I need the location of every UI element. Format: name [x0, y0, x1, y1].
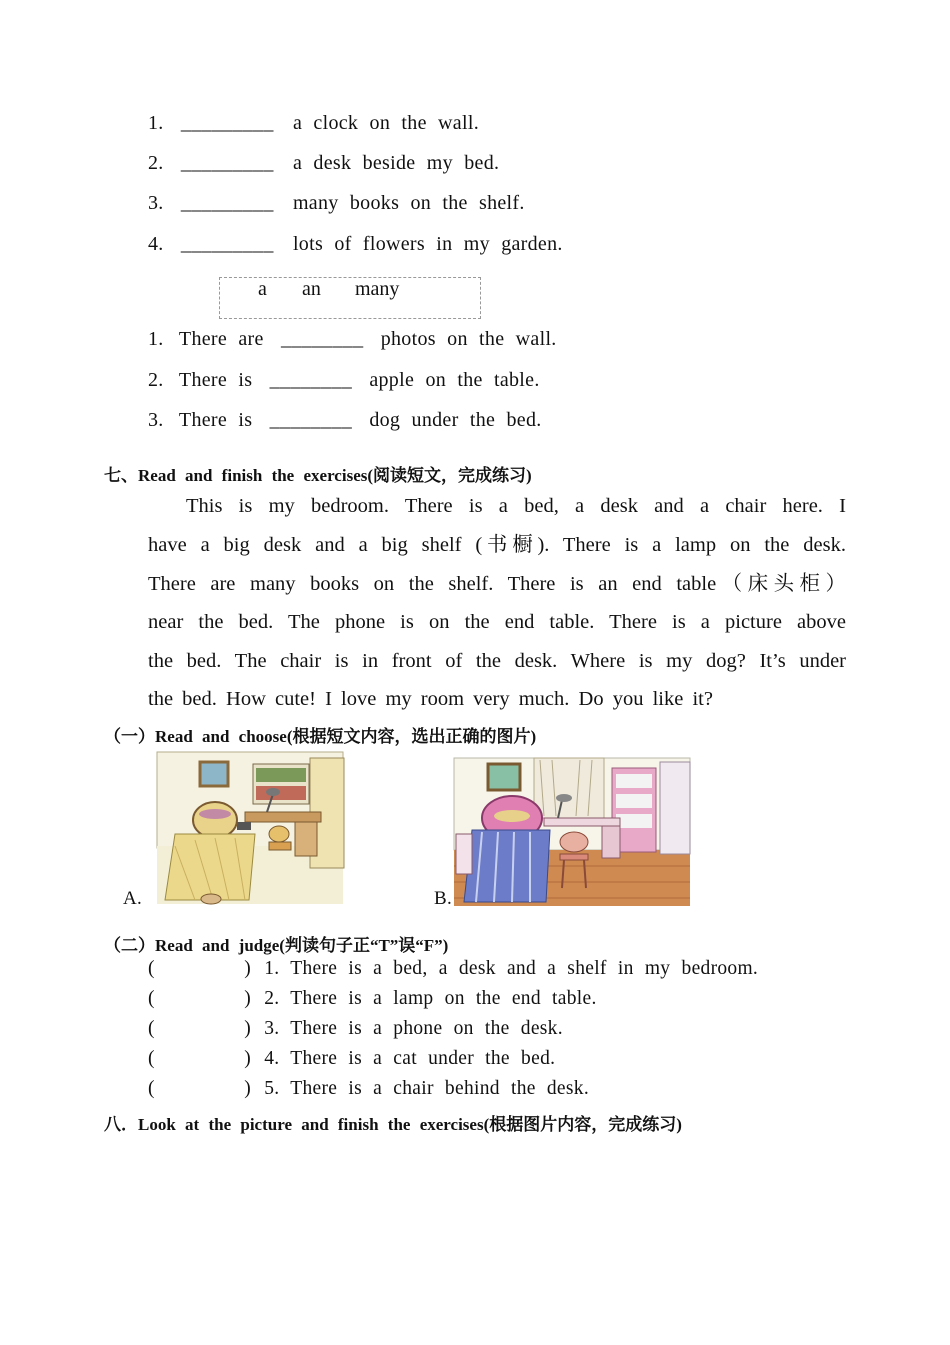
answer-parenthesis[interactable]: ( )	[148, 988, 251, 1009]
judge-text: 1. There is a bed, a desk and a shelf in my bedroom.	[264, 958, 759, 979]
passage-line-3: There are many books on the shelf. There is an end table（床头柜）	[148, 573, 846, 595]
exercise-b-item-2	[148, 369, 540, 392]
word-option: many	[355, 278, 400, 300]
item-text: apple on the table.	[369, 369, 540, 391]
section-8-title: 八．Look at the picture and finish the exercises(根据图片内容，完成练习)	[104, 1115, 682, 1134]
item-text: many books on the shelf.	[292, 192, 525, 214]
judge-text: 5. There is a chair behind the desk.	[264, 1078, 589, 1099]
judge-text: 3. There is a phone on the desk.	[264, 1018, 563, 1039]
item-text: photos on the wall.	[380, 328, 557, 350]
item-number: 3.	[148, 409, 164, 431]
judge-item-4	[148, 1048, 555, 1070]
answer-blank[interactable]: ________	[269, 409, 353, 431]
section-7-title: 七、Read and finish the exercises(阅读短文，完成练习)	[104, 466, 532, 485]
answer-blank[interactable]: ________	[269, 369, 353, 391]
part-2-title: （二）Read and judge(判读句子正“T”误“F”)	[104, 936, 449, 955]
item-number: 2.	[148, 152, 164, 174]
answer-blank[interactable]: _________	[180, 112, 274, 134]
option-b-label: B.	[434, 888, 453, 909]
exercise-a-item-2	[148, 152, 499, 175]
answer-parenthesis[interactable]: ( )	[148, 1048, 251, 1069]
option-a-label: A.	[123, 888, 143, 909]
exercise-b-item-3	[148, 409, 542, 432]
judge-item-3	[148, 1018, 563, 1040]
passage-line-6: the bed. How cute! I love my room very much. Do you like it?	[148, 688, 713, 710]
judge-item-1	[148, 958, 758, 980]
bedroom-picture-b[interactable]	[452, 756, 692, 906]
answer-blank[interactable]: ________	[280, 328, 364, 350]
item-number: 2.	[148, 369, 164, 391]
answer-parenthesis[interactable]: ( )	[148, 1078, 251, 1099]
passage-line-4: near the bed. The phone is on the end table. There is a picture above	[148, 611, 846, 633]
word-option: a	[258, 278, 267, 300]
answer-blank[interactable]: _________	[180, 192, 274, 214]
exercise-a-item-1	[148, 112, 479, 135]
exercise-b-item-1	[148, 328, 557, 351]
item-number: 1.	[148, 328, 164, 350]
passage-line-5: the bed. The chair is in front of the desk. Where is my dog? It’s under	[148, 650, 846, 672]
item-text: a desk beside my bed.	[292, 152, 500, 174]
word-box	[219, 277, 481, 319]
bedroom-picture-a[interactable]	[155, 750, 347, 906]
exercise-a-item-4	[148, 233, 563, 256]
item-number: 1.	[148, 112, 164, 134]
item-number: 3.	[148, 192, 164, 214]
judge-item-2	[148, 988, 597, 1010]
judge-text: 2. There is a lamp on the end table.	[264, 988, 597, 1009]
item-number: 4.	[148, 233, 164, 255]
item-text: There are	[178, 328, 264, 350]
answer-blank[interactable]: _________	[180, 152, 274, 174]
item-text: a clock on the wall.	[292, 112, 479, 134]
item-text: There is	[178, 409, 253, 431]
part-1-title: （一）Read and choose(根据短文内容，选出正确的图片)	[104, 727, 537, 746]
passage-line-2: have a big desk and a big shelf (书橱). There is a lamp on the desk.	[148, 534, 846, 556]
judge-item-5	[148, 1078, 589, 1100]
answer-parenthesis[interactable]: ( )	[148, 1018, 251, 1039]
answer-blank[interactable]: _________	[180, 233, 274, 255]
item-text: There is	[178, 369, 253, 391]
answer-parenthesis[interactable]: ( )	[148, 958, 251, 979]
item-text: lots of flowers in my garden.	[292, 233, 563, 255]
item-text: dog under the bed.	[369, 409, 542, 431]
passage-line-1: This is my bedroom. There is a bed, a desk and a chair here. I	[186, 495, 846, 517]
judge-text: 4. There is a cat under the bed.	[264, 1048, 556, 1069]
word-option: an	[302, 278, 321, 300]
exercise-a-item-3	[148, 192, 525, 215]
